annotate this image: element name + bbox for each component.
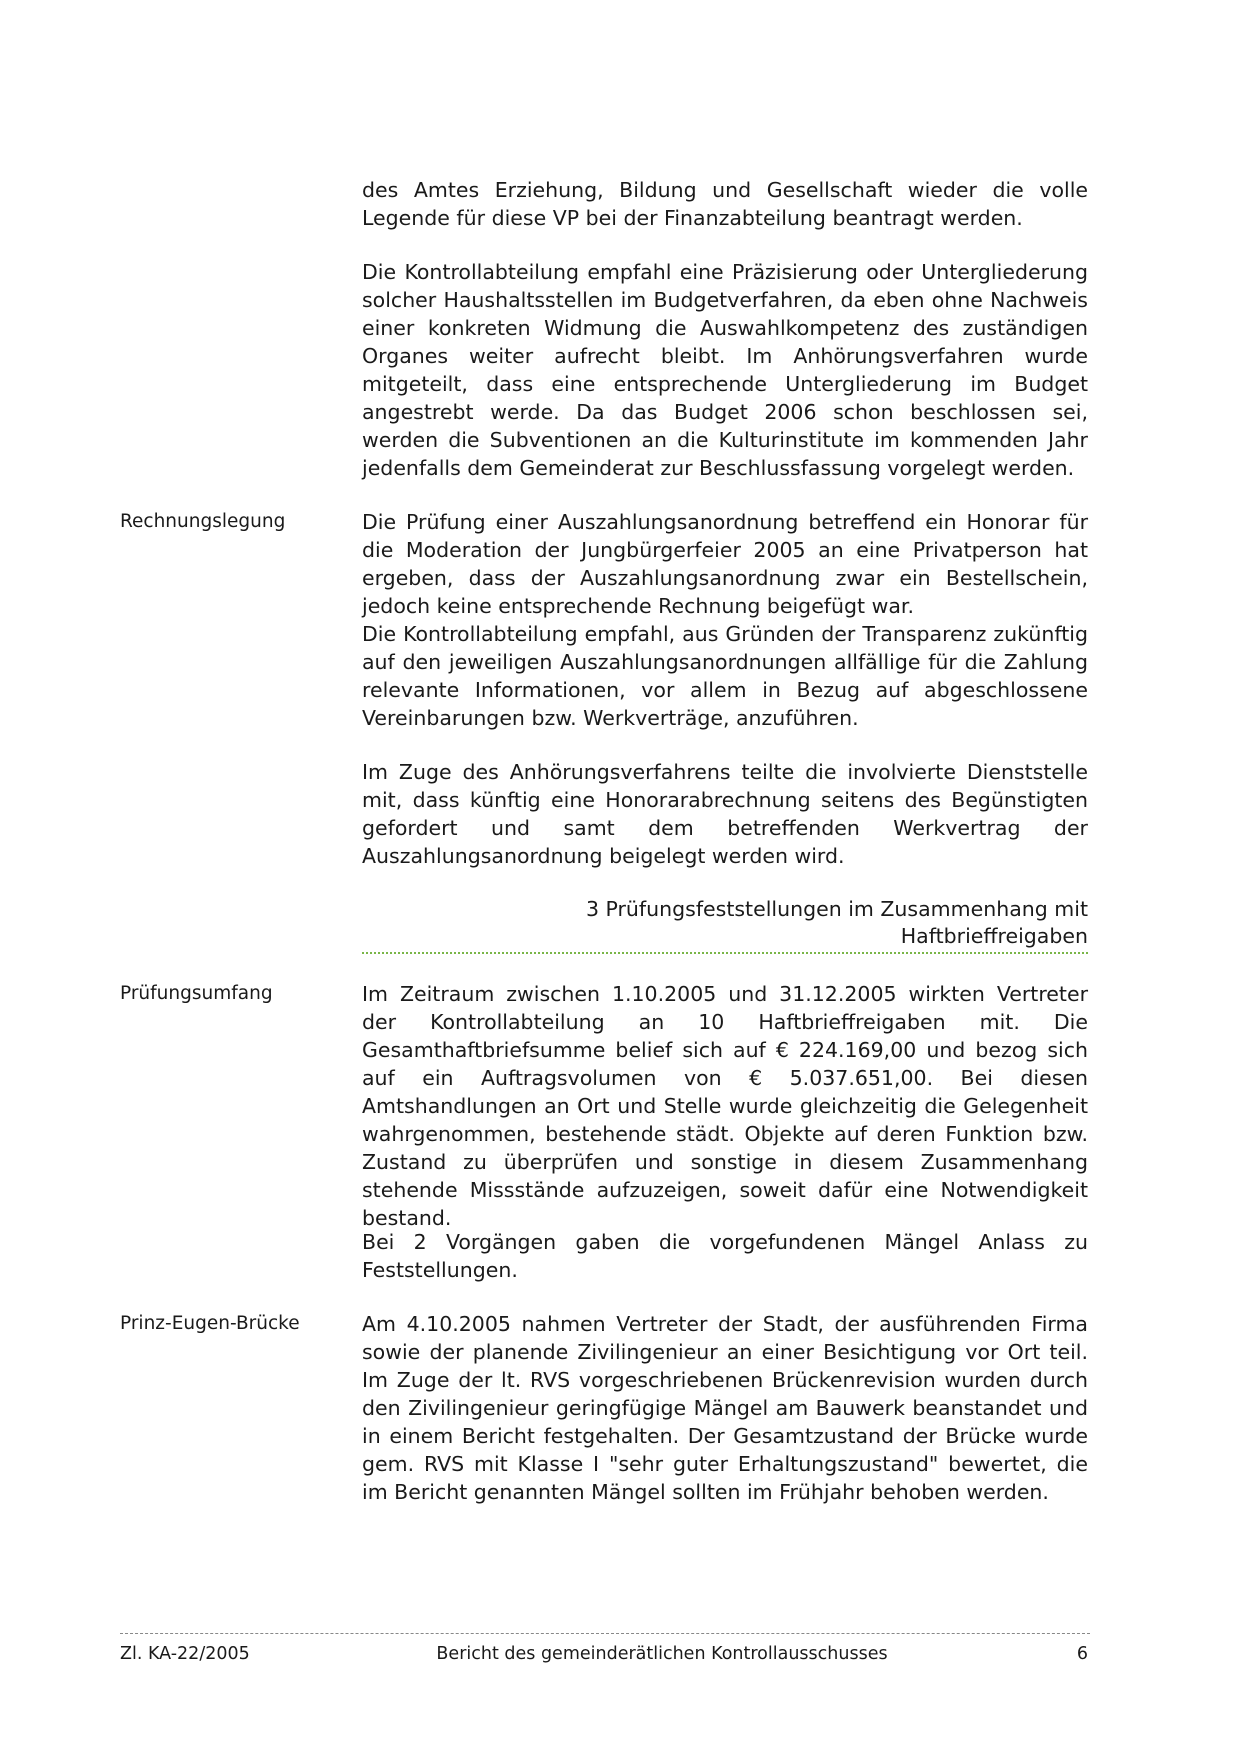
paragraph-vorgaenge: Bei 2 Vorgängen gaben die vorgefundenen Mängel Anlass zu Feststellungen.	[362, 1230, 1088, 1282]
paragraph-kontrollabteilung-empfehlung: Die Kontrollabteilung empfahl, aus Gründen der Transparenz zukünftig auf den jeweiligen Auszahlungsanordnungen allfällige für die Zahlung relevante Informationen, vor allem in Bezug auf abgeschlossene Vereinbarungen bzw. Werkverträge, anzuführen.	[362, 622, 1088, 730]
side-label-pruefungsumfang: Prüfungsumfang	[120, 983, 273, 1004]
paragraph-anhoerungsverfahren: Im Zuge des Anhörungsverfahrens teilte die involvierte Dienststelle mit, dass künftig eine Honorarabrechnung seitens des Begünstigten gefordert und samt dem betreffenden Werkvertrag der Auszahlungsanordnung beigelegt werden wird.	[362, 760, 1088, 868]
footer-rule	[120, 1633, 1090, 1634]
side-label-prinz-eugen-bruecke: Prinz-Eugen-Brücke	[120, 1313, 300, 1334]
paragraph-continuation: des Amtes Erziehung, Bildung und Gesellschaft wieder die volle Legende für diese VP bei der Finanzabteilung beantragt werden.	[362, 178, 1088, 230]
page-number: 6	[1076, 1644, 1088, 1664]
section-heading-line1: 3 Prüfungsfeststellungen im Zusammenhang mit	[585, 897, 1088, 921]
side-label-rechnungslegung: Rechnungslegung	[120, 511, 286, 532]
paragraph-bruecke-besichtigung: Am 4.10.2005 nahmen Vertreter der Stadt, der ausführenden Firma sowie der planende Zivilingenieur an einer Besichtigung vor Ort teil. Im Zuge der lt. RVS vorgeschriebenen Brückenrevision wurden durch den Zivilingenieur geringfügige Mängel am Bauwerk beanstandet und in einem Bericht festgehalten. Der Gesamtzustand der Brücke wurde gem. RVS mit Klasse I "sehr guter Erhaltungszustand" bewertet, die im Bericht genannten Mängel sollten im Frühjahr behoben werden.	[362, 1312, 1088, 1504]
paragraph-budget-recommendation: Die Kontrollabteilung empfahl eine Präzisierung oder Untergliederung solcher Haushaltsstellen im Budgetverfahren, da eben ohne Nachweis einer konkreten Widmung die Auswahlkompetenz des zuständigen Organes weiter aufrecht bleibt. Im Anhörungsverfahren wurde mitgeteilt, dass eine entsprechende Untergliederung im Budget angestrebt werde. Da das Budget 2006 schon beschlossen sei, werden die Subventionen an die Kulturinstitute im kommenden Jahr jedenfalls dem Gemeinderat zur Beschlussfassung vorgelegt werden.	[362, 260, 1088, 480]
section-heading-line2: Haftbrieffreigaben	[900, 924, 1088, 948]
paragraph-haftbrieffreigaben: Im Zeitraum zwischen 1.10.2005 und 31.12.2005 wirkten Vertreter der Kontrollabteilung an 10 Haftbrieffreigaben mit. Die Gesamthaftbriefsumme belief sich auf € 224.169,00 und bezog sich auf ein Auftragsvolumen von € 5.037.651,00. Bei diesen Amtshandlungen an Ort und Stelle wurde gleichzeitig die Gelegenheit wahrgenommen, bestehende städt. Objekte auf deren Funktion bzw. Zustand zu überprüfen und sonstige in diesem Zusammenhang stehende Missstände aufzuzeigen, soweit dafür eine Notwendigkeit bestand.	[362, 982, 1088, 1230]
footer-title: Bericht des gemeinderätlichen Kontrollausschusses	[436, 1644, 888, 1664]
paragraph-auszahlung-pruefung: Die Prüfung einer Auszahlungsanordnung betreffend ein Honorar für die Moderation der Jungbürgerfeier 2005 an eine Privatperson hat ergeben, dass der Auszahlungsanordnung zwar ein Bestellschein, jedoch keine entsprechende Rechnung beigefügt war.	[362, 510, 1088, 618]
footer-reference: Zl. KA-22/2005	[120, 1644, 250, 1664]
section-heading-rule	[362, 952, 1088, 954]
